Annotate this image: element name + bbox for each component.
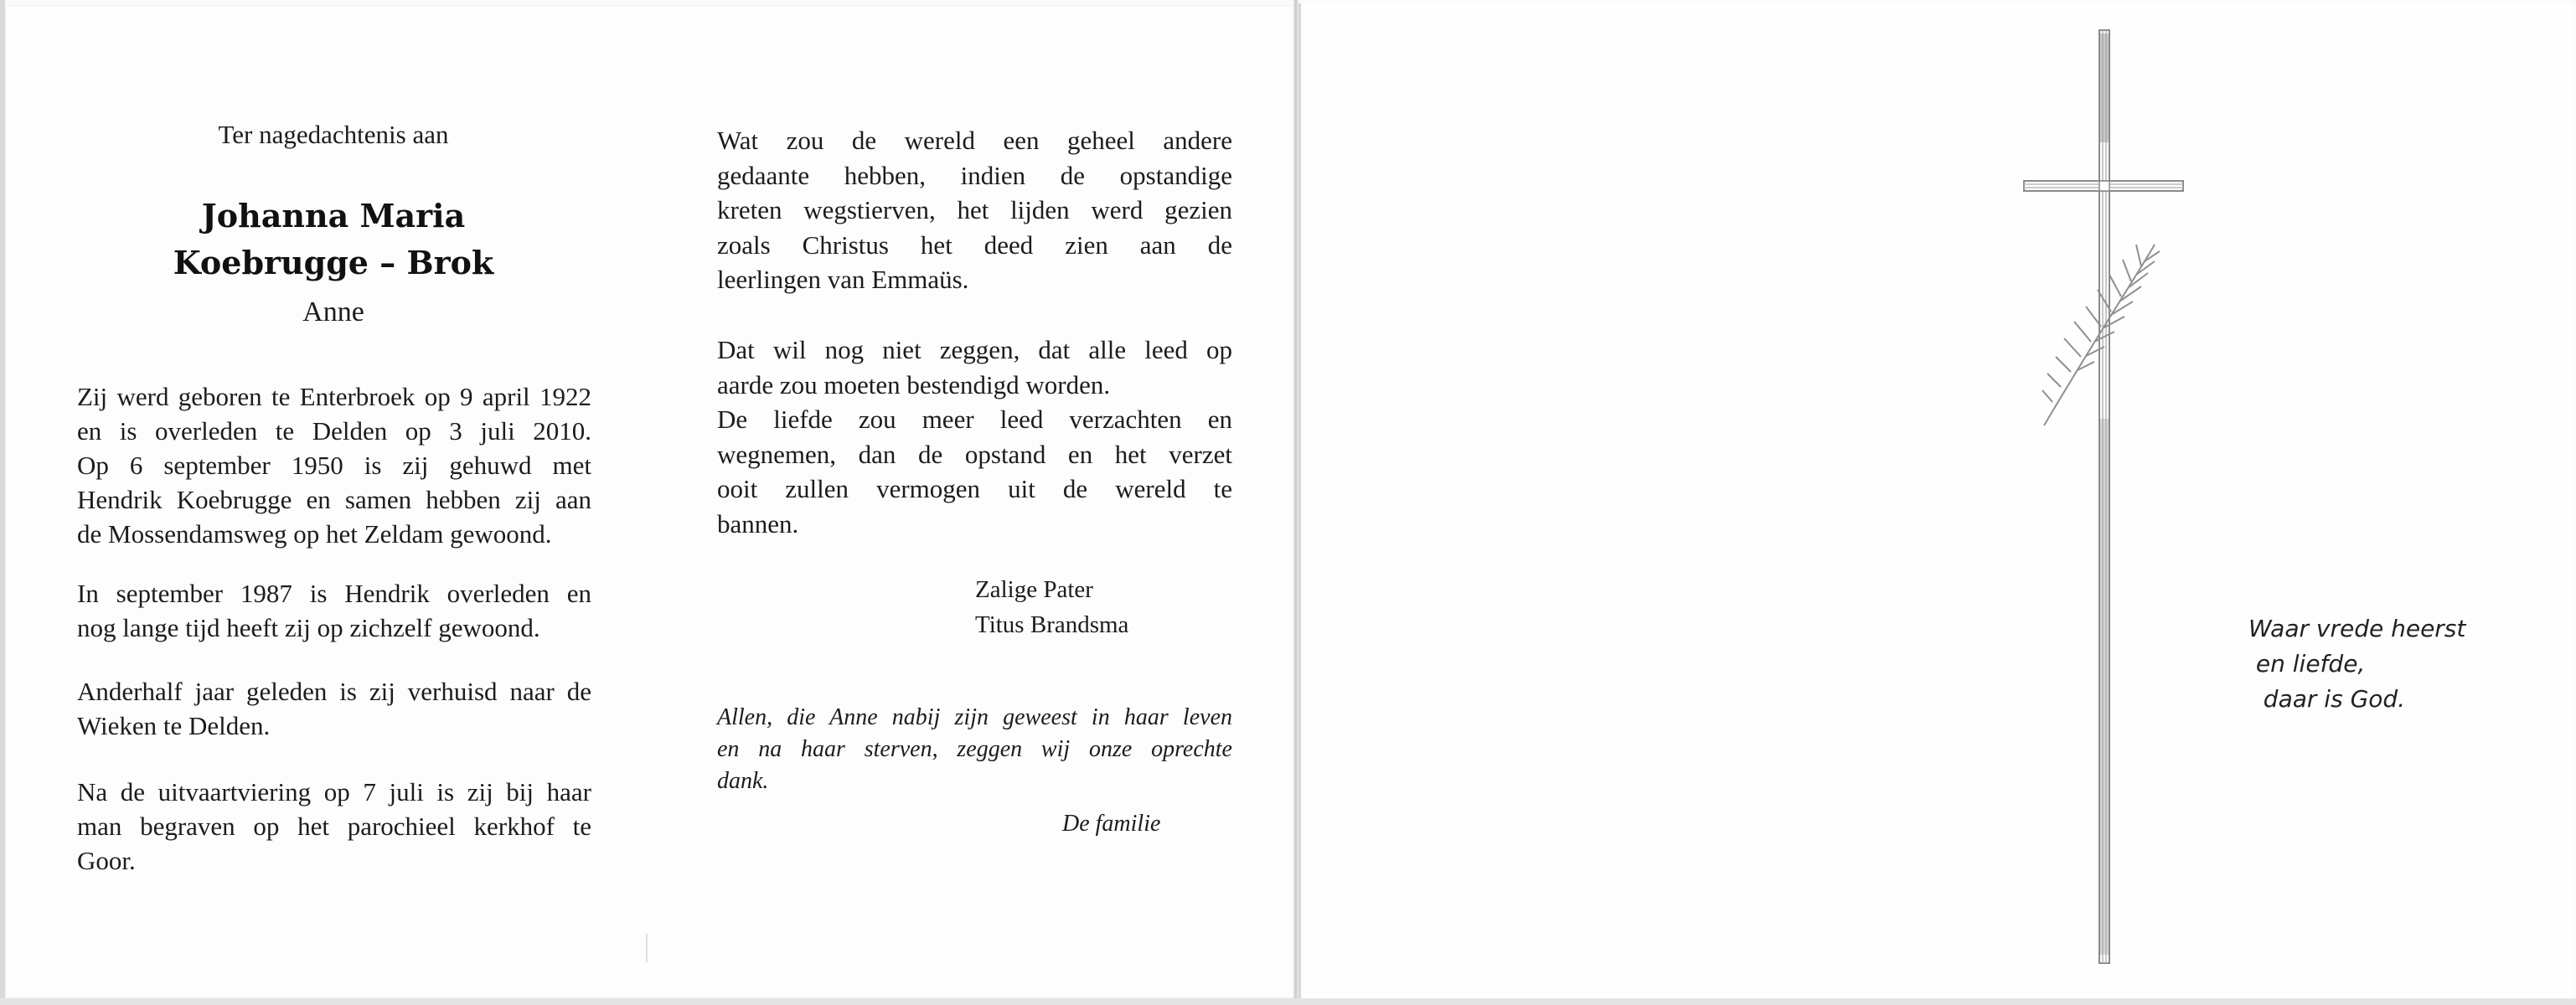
text-line: De liefde zou meer leed verzachten en [717, 405, 1232, 435]
text-line: Wieken te Delden. [77, 711, 271, 740]
text-line: Anderhalf jaar geleden is zij verhuisd naar de [77, 677, 591, 706]
text-line: dank. [717, 768, 769, 794]
text-line: aarde zou moeten bestendigd worden. [717, 369, 1111, 399]
bio-paragraph-4 [77, 775, 591, 878]
deceased-name [75, 193, 591, 286]
front-cover [1298, 3, 2573, 1000]
text-line: en liefde, [2248, 650, 2366, 678]
text-line: gedaante hebben, indien de opstandige [717, 160, 1232, 190]
text-line: nog lange tijd heeft zij op zichzelf gewoond. [77, 613, 540, 642]
quote-attribution [975, 572, 1226, 642]
text-line: Na de uitvaartviering op 7 juli is zij bij haar [77, 777, 591, 807]
cross-horizontal-beam [2024, 181, 2183, 191]
text-line: zoals Christus het deed zien aan de [717, 229, 1232, 260]
text-line: Goor. [77, 846, 136, 875]
family-signature: De familie [1062, 811, 1161, 837]
text-line: Op 6 september 1950 is zij gehuwd met [77, 451, 591, 480]
text-line: daar is God. [2248, 685, 2406, 713]
text-line: Zij werd geboren te Enterbroek op 9 april 1922 [77, 382, 591, 411]
deceased-name-line2: Koebrugge – Brok [173, 244, 494, 281]
card-bottom-edge [0, 998, 2576, 1005]
text-line: wegnemen, dan de opstand en het verzet [717, 439, 1232, 469]
cross-vertical-beam [2099, 30, 2109, 963]
quote-paragraph-1 [717, 123, 1232, 297]
text-line: ooit zullen vermogen uit de wereld te [717, 474, 1232, 504]
nickname: Anne [302, 296, 364, 327]
text-line: en na haar sterven, zeggen wij onze oprechte [717, 736, 1232, 762]
bio-paragraph-3 [77, 674, 591, 743]
verse-text [2248, 611, 2517, 717]
text-line: Allen, die Anne nabij zijn geweest in haar leven [717, 704, 1232, 730]
text-line: Hendrik Koebrugge en samen hebben zij aan [77, 485, 591, 514]
text-line: Dat wil nog niet zeggen, dat alle leed op [717, 335, 1232, 364]
text-line: Waar vrede heerst [2248, 615, 2466, 642]
attribution-line2: Titus Brandsma [975, 611, 1129, 638]
paper-mark [646, 934, 648, 962]
cross-icon [2011, 25, 2212, 972]
text-line: de Mossendamsweg op het Zeldam gewoond. [77, 519, 552, 549]
text-line: kreten wegstierven, het lijden werd gezien [717, 195, 1232, 225]
text-line: In september 1987 is Hendrik overleden en [77, 579, 591, 608]
intro-text: Ter nagedachtenis aan [218, 120, 449, 149]
text-line: leerlingen van Emmaüs. [717, 265, 969, 295]
thank-you-note [717, 702, 1232, 797]
text-line: man begraven op het parochieel kerkhof te [77, 812, 591, 841]
bio-paragraph-1 [77, 379, 591, 551]
text-line: en is overleden te Delden op 3 juli 2010. [77, 416, 591, 446]
quote-paragraph-2 [717, 332, 1232, 542]
deceased-name-line1: Johanna Maria [201, 197, 466, 234]
attribution-line1: Zalige Pater [975, 576, 1093, 603]
text-line: Wat zou de wereld een geheel andere [717, 126, 1232, 155]
bio-paragraph-2 [77, 576, 591, 645]
text-line: bannen. [717, 508, 799, 539]
